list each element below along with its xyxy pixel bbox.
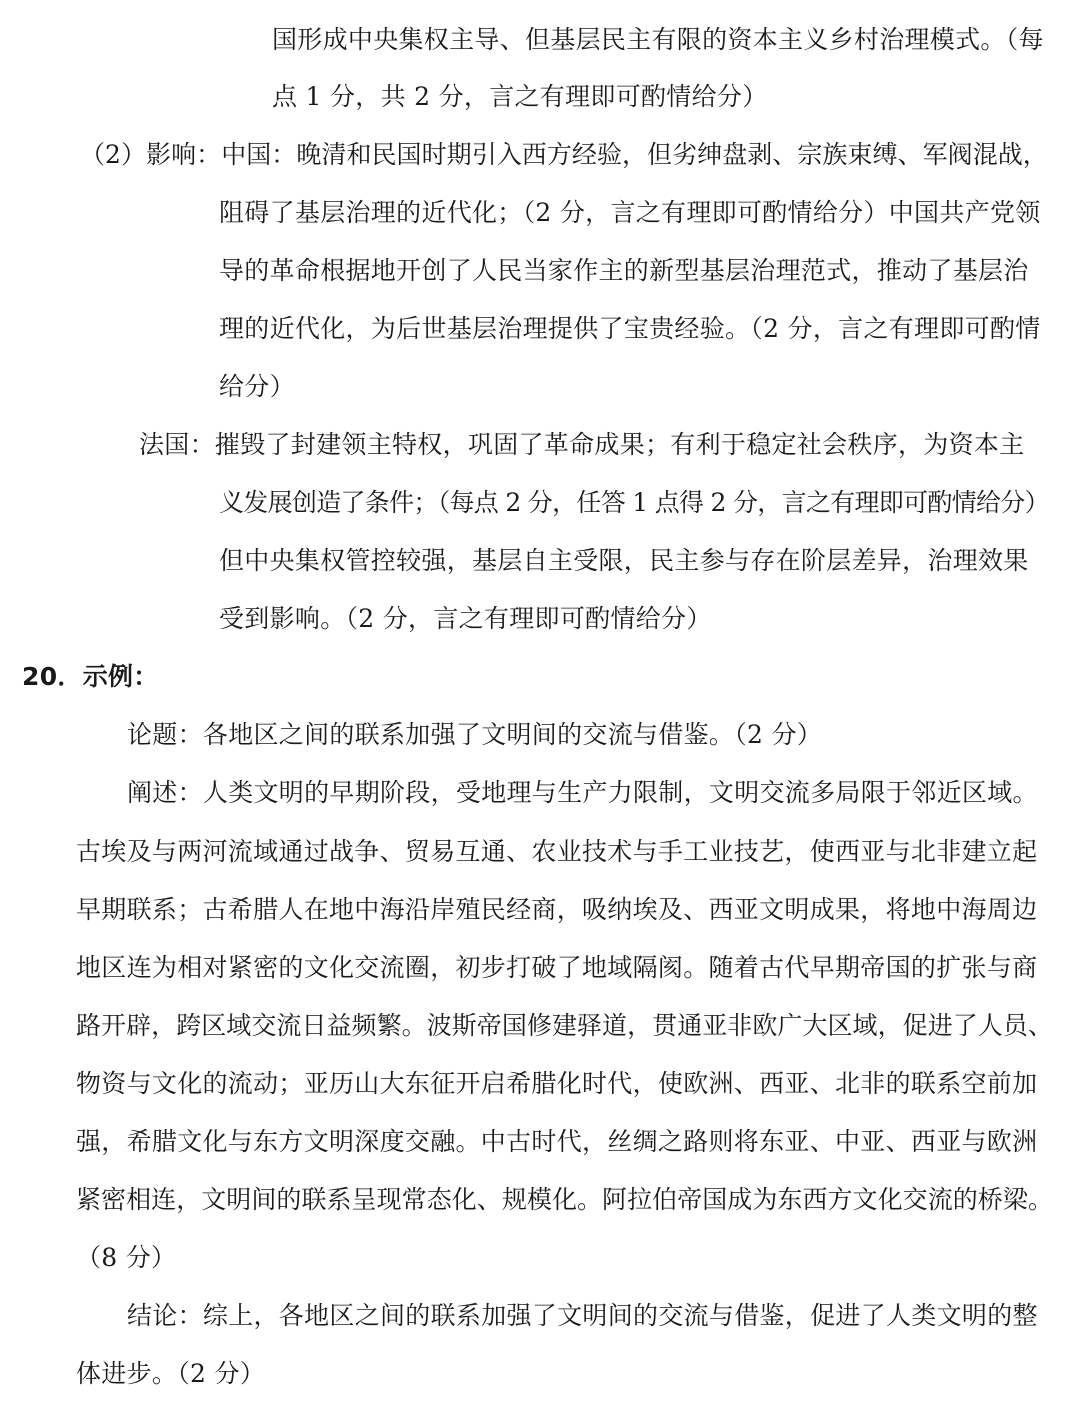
argument-line: 物资与文化的流动；亚历山大东征开启希腊化时代，使欧洲、西亚、北非的联系空前加 bbox=[76, 1069, 1038, 1098]
argument-line: 强，希腊文化与东方文明深度交融。中古时代，丝绸之路则将东亚、中亚、西亚与欧洲 bbox=[76, 1127, 1038, 1156]
thesis-line: 论题：各地区之间的联系加强了文明间的交流与借鉴。（2 分） bbox=[127, 720, 823, 749]
impact-france-line: 但中央集权管控较强，基层自主受限，民主参与存在阶层差异，治理效果 bbox=[219, 546, 1029, 575]
argument-line: 地区连为相对紧密的文化交流圈，初步打破了地域隔阂。随着古代早期帝国的扩张与商 bbox=[76, 953, 1038, 982]
argument-line: 路开辟，跨区域交流日益频繁。波斯帝国修建驿道，贯通亚非欧广大区域，促进了人员、 bbox=[76, 1011, 1053, 1040]
argument-score-line: （8 分） bbox=[76, 1243, 177, 1272]
argument-line: 早期联系；古希腊人在地中海沿岸殖民经商，吸纳埃及、西亚文明成果，将地中海周边 bbox=[76, 895, 1038, 924]
answer-text-line: 国形成中央集权主导、但基层民主有限的资本主义乡村治理模式。（每 bbox=[272, 25, 1044, 54]
impact-china-line: 给分） bbox=[219, 372, 295, 401]
argument-line: 阐述：人类文明的早期阶段，受地理与生产力限制，文明交流多局限于邻近区域。 bbox=[127, 778, 1038, 807]
impact-china-line: 理的近代化，为后世基层治理提供了宝贵经验。（2 分，言之有理即可酌情 bbox=[219, 314, 1041, 343]
answer-text-line: 点 1 分，共 2 分，言之有理即可酌情给分） bbox=[272, 82, 768, 111]
conclusion-line: 体进步。（2 分） bbox=[76, 1359, 266, 1388]
argument-line: 紧密相连，文明间的联系呈现常态化、规模化。阿拉伯帝国成为东西方文化交流的桥梁。 bbox=[76, 1185, 1053, 1214]
question-20-heading: 20．示例： bbox=[22, 662, 159, 691]
impact-china-line: 阻碍了基层治理的近代化；（2 分，言之有理即可酌情给分）中国共产党领 bbox=[219, 198, 1041, 227]
argument-line: 古埃及与两河流域通过战争、贸易互通、农业技术与手工业技艺，使西亚与北非建立起 bbox=[76, 837, 1038, 866]
conclusion-line: 结论：综上，各地区之间的联系加强了文明间的交流与借鉴，促进了人类文明的整 bbox=[127, 1301, 1038, 1330]
impact-france-line: 法国：摧毁了封建领主特权，巩固了革命成果；有利于稳定社会秩序，为资本主 bbox=[139, 430, 1025, 459]
impact-china-line: （2）影响：中国：晚清和民国时期引入西方经验，但劣绅盘剥、宗族束缚、军阀混战， bbox=[80, 140, 1048, 169]
impact-france-line: 义发展创造了条件；（每点 2 分，任答 1 点得 2 分，言之有理即可酌情给分） bbox=[219, 488, 1049, 517]
impact-france-line: 受到影响。（2 分，言之有理即可酌情给分） bbox=[219, 604, 712, 633]
impact-china-line: 导的革命根据地开创了人民当家作主的新型基层治理范式，推动了基层治 bbox=[219, 256, 1029, 285]
